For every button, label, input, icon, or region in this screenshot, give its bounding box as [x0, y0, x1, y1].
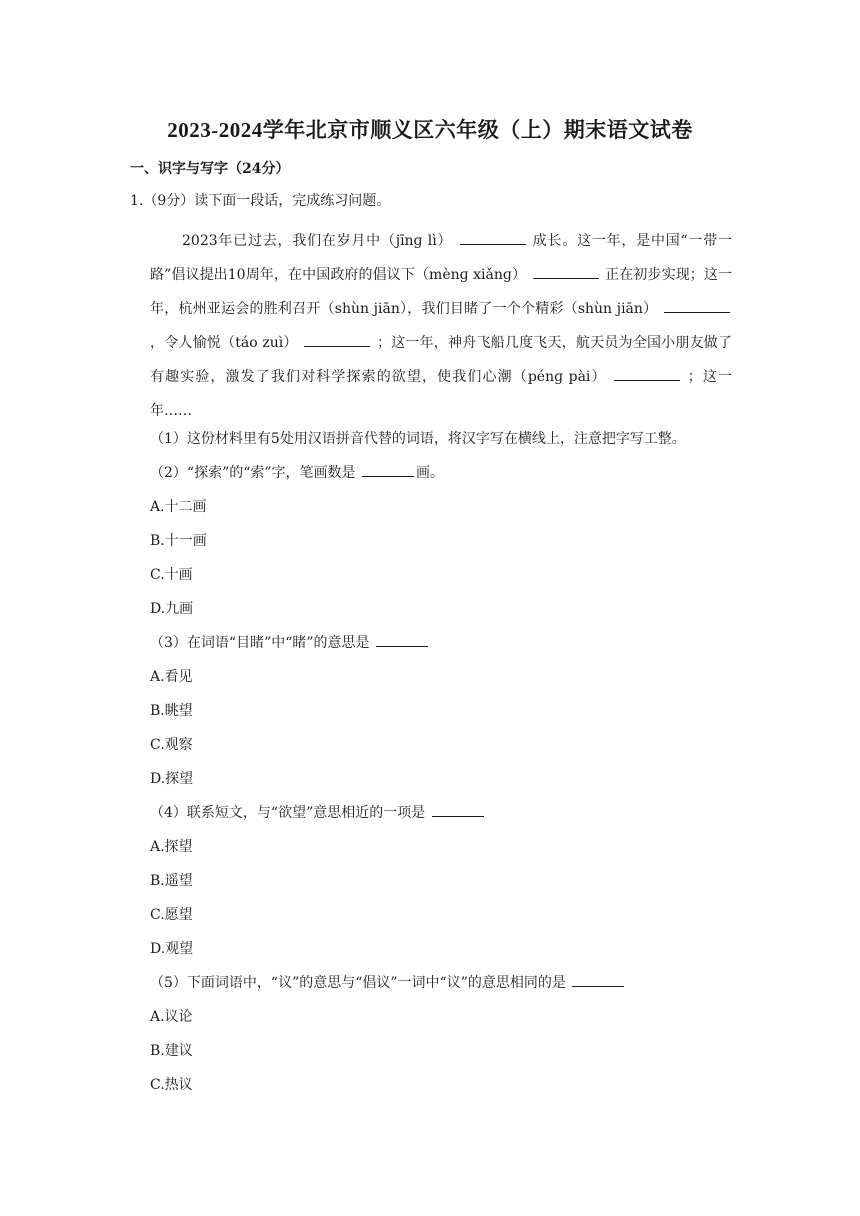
option-c[interactable]: C.观察: [150, 737, 193, 753]
subquestion-1: （1）这份材料里有5处用汉语拼音代替的词语，将汉字写在横线上，注意把字写工整。: [150, 431, 686, 447]
option-c[interactable]: C.热议: [150, 1077, 193, 1093]
page-title: 2023-2024学年北京市顺义区六年级（上）期末语文试卷: [167, 118, 693, 142]
passage-text: ；这一年，神舟飞船几度飞天，航天员为全国小朋友做了有趣实验，激发了我们对科学探索的欲望，使我们心潮（pénɡ pài）: [150, 335, 733, 385]
option-d[interactable]: D.观望: [150, 941, 194, 957]
option-c[interactable]: C.十画: [150, 567, 193, 583]
option-b[interactable]: B.建议: [150, 1043, 193, 1059]
answer-blank[interactable]: [362, 462, 414, 477]
answer-blank[interactable]: [460, 230, 526, 245]
answer-blank[interactable]: [432, 802, 484, 817]
option-a[interactable]: A.探望: [150, 839, 193, 855]
subquestion-stem: （3）在词语“目睹”中“睹”的意思是: [150, 635, 370, 651]
passage-text: ；这一年……: [150, 369, 733, 419]
subquestion-2: [150, 462, 444, 482]
passage-text: 成长。这一年，是中国“一带一路”倡议提出10周年，在中国政府的倡议下（mènɡ xiǎnɡ）: [150, 233, 732, 283]
option-a[interactable]: A.看见: [150, 669, 193, 685]
answer-blank[interactable]: [572, 972, 624, 987]
answer-blank[interactable]: [304, 332, 370, 347]
answer-blank[interactable]: [533, 264, 599, 279]
option-c[interactable]: C.愿望: [150, 907, 193, 923]
subquestion-5: [150, 972, 626, 992]
option-b[interactable]: B.眺望: [150, 703, 193, 719]
subquestion-4: [150, 802, 486, 822]
option-b[interactable]: B.遥望: [150, 873, 193, 889]
subquestion-3: [150, 632, 430, 652]
option-d[interactable]: D.九画: [150, 601, 194, 617]
passage-text: 2023年已过去，我们在岁月中（jīnɡ lì）: [182, 233, 453, 249]
option-d[interactable]: D.探望: [150, 771, 194, 787]
answer-blank[interactable]: [614, 366, 680, 381]
option-b[interactable]: B.十一画: [150, 533, 207, 549]
question-1-intro: 1.（9分）读下面一段话，完成练习问题。: [130, 193, 391, 209]
passage-text: 正在初步实现；这一年，杭州亚运会的胜利召开（shùn jiān），我们目睹了一个个精彩（shùn jiān）: [150, 267, 733, 317]
answer-blank[interactable]: [664, 298, 730, 313]
section-heading: 一、识字与写字（24分）: [130, 161, 290, 177]
passage-text: ，令人愉悦（táo zuì）: [150, 335, 298, 351]
subquestion-stem: （4）联系短文，与“欲望”意思相近的一项是: [150, 805, 426, 821]
subquestion-tail: 画。: [416, 465, 444, 481]
answer-blank[interactable]: [376, 632, 428, 647]
option-a[interactable]: A.议论: [150, 1009, 193, 1025]
option-a[interactable]: A.十二画: [150, 499, 207, 515]
subquestion-stem: （2）“探索”的“索”字，笔画数是: [150, 465, 356, 481]
subquestion-stem: （5）下面词语中，“议”的意思与“倡议”一词中“议”的意思相同的是: [150, 975, 566, 991]
reading-passage: [150, 224, 732, 428]
